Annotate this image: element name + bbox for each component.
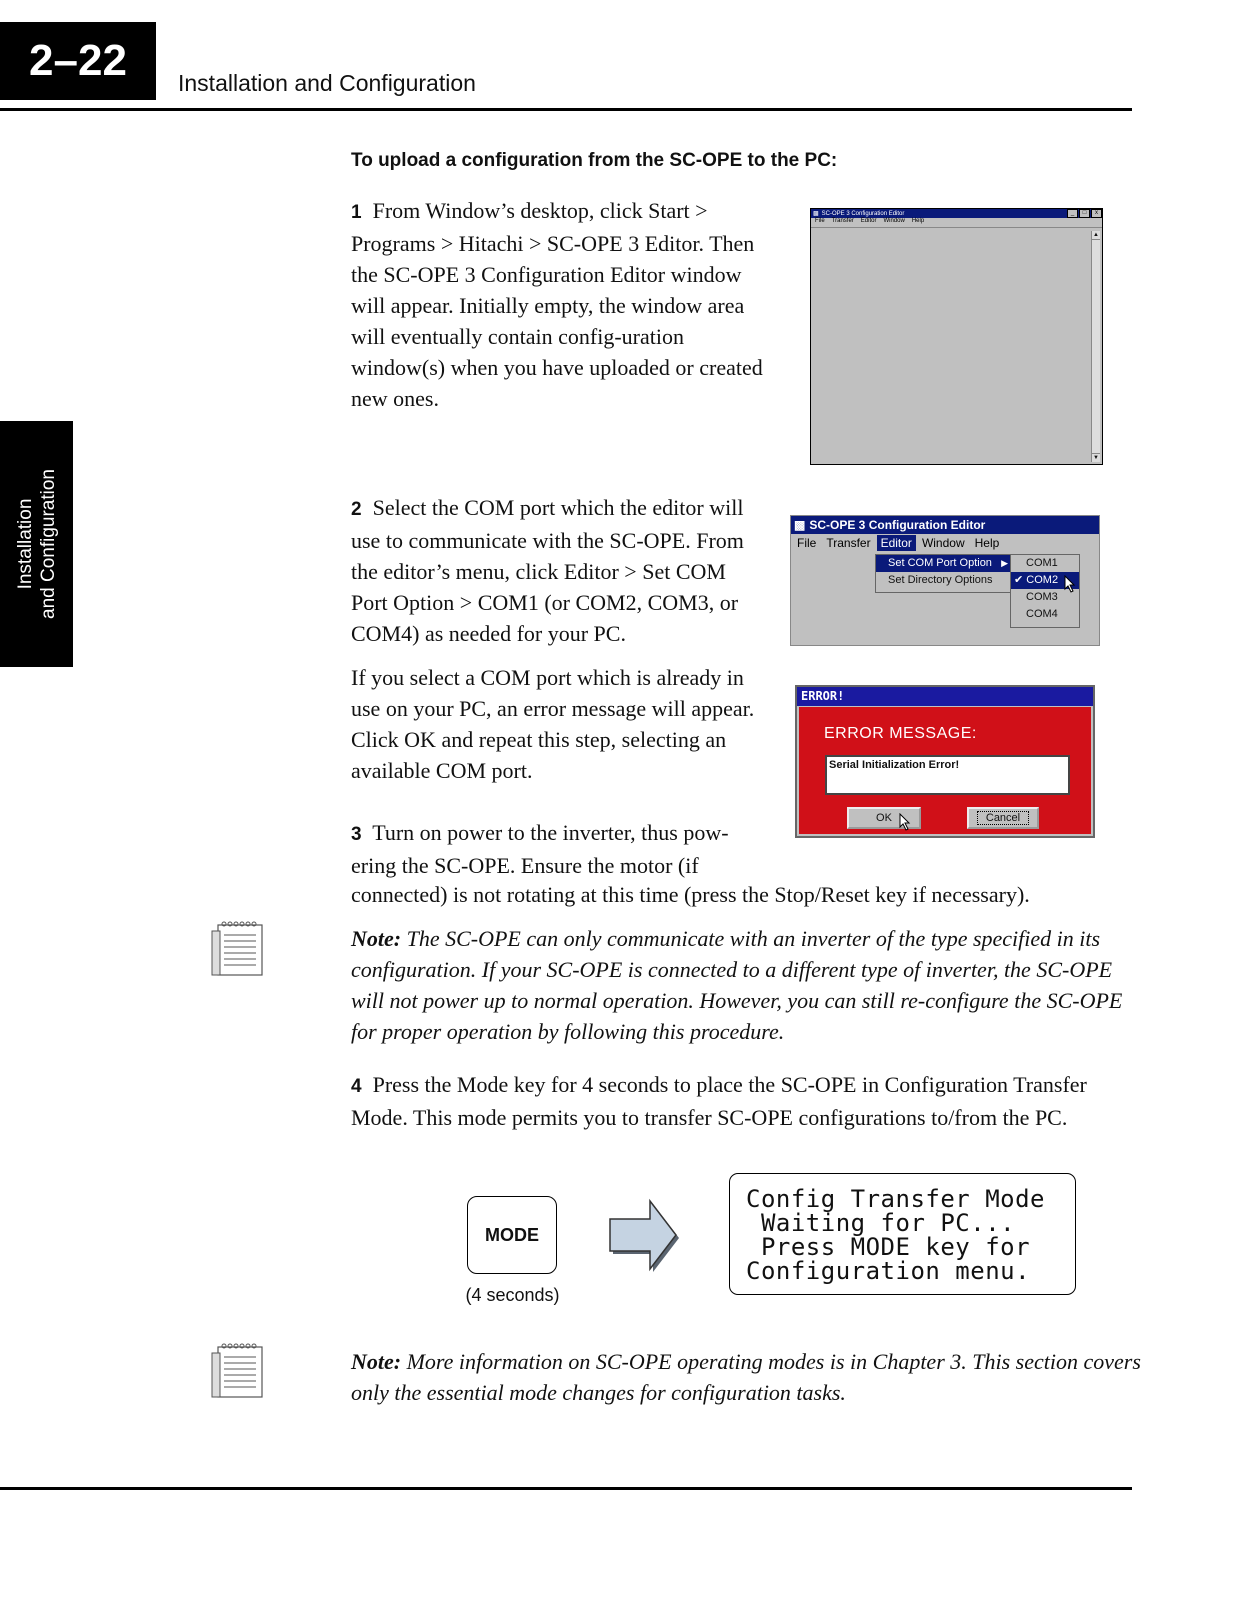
error-dialog-body [799, 707, 1091, 834]
menu-transfer: Transfer [826, 536, 871, 550]
submenu-set-directory: Set Directory Options [888, 574, 993, 586]
port-com3: COM3 [1026, 591, 1058, 603]
com-port-list [1010, 554, 1080, 628]
step-3-number: 3 [351, 824, 362, 845]
app-icon: ▩ [794, 518, 806, 532]
app-icon: ▩ [813, 211, 819, 217]
note-2-label: Note: [351, 1349, 402, 1374]
menu-help: Help [911, 218, 925, 224]
menu-file: File [815, 218, 825, 224]
com-titlebar [791, 516, 1099, 534]
cursor-icon [1064, 575, 1076, 593]
note-icon [208, 1341, 268, 1401]
note-1 [351, 923, 1141, 1047]
footer-rule [0, 1487, 1132, 1490]
lcd-display [729, 1173, 1076, 1295]
header-title: Installation and Configuration [178, 70, 476, 96]
menu-help: Help [974, 536, 1000, 550]
lcd-line-1: Config Transfer Mode [746, 1185, 1045, 1213]
port-com2-selected: ✔ COM2 [1011, 572, 1079, 589]
step-1-text: From Window’s desktop, click Start > Programs > Hitachi > SC-OPE 3 Editor. Then the SC-OPE 3 Configuration Editor window will appear. Initially empty, the window area will eventually contain config-uration window(s) when you have uploaded or created new ones. [351, 198, 763, 411]
minimize-icon: _ [1067, 209, 1078, 218]
menu-transfer: Transfer [831, 218, 854, 224]
lcd-line-3: Press MODE key for [746, 1233, 1031, 1261]
step-3-text-a: Turn on power to the inverter, thus pow-ering the SC-OPE. Ensure the motor (if [351, 820, 729, 878]
menu-editor-active: Editor [877, 535, 916, 551]
error-heading: ERROR MESSAGE: [824, 725, 977, 742]
mode-caption: (4 seconds) [465, 1285, 560, 1305]
error-dialog-screenshot [795, 685, 1095, 838]
step-1-number: 1 [351, 202, 362, 223]
note-2 [351, 1346, 1141, 1408]
lcd-line-4: Configuration menu. [746, 1257, 1031, 1285]
scroll-up-icon: ▲ [1093, 232, 1099, 238]
step-2-text: Select the COM port which the editor will use to communicate with the SC-OPE. From the editor’s menu, click Editor > Set COM Port Option > COM1 (or COM2, COM3, or COM4) as needed for your PC. [351, 495, 744, 646]
error-dialog-title: ERROR! [797, 687, 1093, 706]
scrollbar [1091, 231, 1100, 462]
submenu-set-com-port: Set COM Port Option ▶ [876, 555, 1011, 572]
menu-editor: Editor [860, 218, 877, 224]
side-tab [0, 421, 73, 667]
com-window-title: SC-OPE 3 Configuration Editor [809, 518, 986, 532]
right-arrow-icon [606, 1197, 680, 1273]
step-4-number: 4 [351, 1076, 362, 1097]
editor-titlebar [811, 209, 1102, 218]
step-4-text: Press the Mode key for 4 seconds to place the SC-OPE in Configuration Transfer Mode. This mode permits you to transfer SC-OPE configurations to/from the PC. [351, 1072, 1087, 1130]
close-icon: x [1091, 209, 1102, 218]
section-heading: To upload a configuration from the SC-OPE to the PC: [351, 150, 838, 171]
lcd-line-2: Waiting for PC... [746, 1209, 1016, 1237]
port-com4: COM4 [1026, 608, 1058, 620]
ok-button: OK [847, 807, 921, 829]
com-menubar [791, 534, 1099, 552]
submenu-arrow-icon: ▶ [1001, 558, 1008, 568]
step-3-wrap [351, 817, 751, 881]
side-tab-line2: and Configuration [37, 469, 59, 619]
step-2-number: 2 [351, 499, 362, 520]
page-number: 2–22 [0, 22, 156, 100]
mode-key: MODE [467, 1196, 557, 1274]
scroll-down-icon: ▼ [1093, 455, 1099, 461]
step-1 [351, 195, 771, 414]
editor-menubar [811, 218, 1102, 228]
com-menu-screenshot [790, 515, 1100, 646]
header-rule [0, 108, 1132, 111]
editor-title: SC-OPE 3 Configuration Editor [821, 210, 905, 217]
step-3-text-b: connected) is not rotating at this time (press the Stop/Reset key if necessary). [351, 882, 1030, 907]
menu-window: Window [883, 218, 905, 224]
menu-window: Window [921, 536, 965, 550]
menu-file: File [797, 536, 817, 550]
port-com1: COM1 [1026, 557, 1058, 569]
error-message-box: Serial Initialization Error! [825, 755, 1070, 795]
editor-submenu [875, 554, 1012, 593]
step-4 [351, 1069, 1141, 1133]
cancel-button: Cancel [967, 807, 1039, 829]
error-paragraph: If you select a COM port which is already in use on your PC, an error message will appear. Click OK and repeat this step, selecting an available COM port. [351, 665, 755, 783]
step-2 [351, 492, 761, 649]
note-1-text: The SC-OPE can only communicate with an inverter of the type specified in its configuration. If your SC-OPE is connected to a different type of inverter, the SC-OPE will not power up to normal operation. However, you can still re-configure the SC-OPE for proper operation by following this procedure. [351, 926, 1123, 1044]
note-2-text: More information on SC-OPE operating modes is in Chapter 3. This section covers only the essential mode changes for configuration tasks. [351, 1349, 1141, 1405]
note-icon [208, 919, 268, 979]
editor-window-screenshot [810, 208, 1103, 465]
maximize-icon: □ [1079, 209, 1090, 218]
checkmark-icon: ✔ [1014, 574, 1024, 586]
note-1-label: Note: [351, 926, 402, 951]
side-tab-line1: Installation [14, 498, 36, 590]
